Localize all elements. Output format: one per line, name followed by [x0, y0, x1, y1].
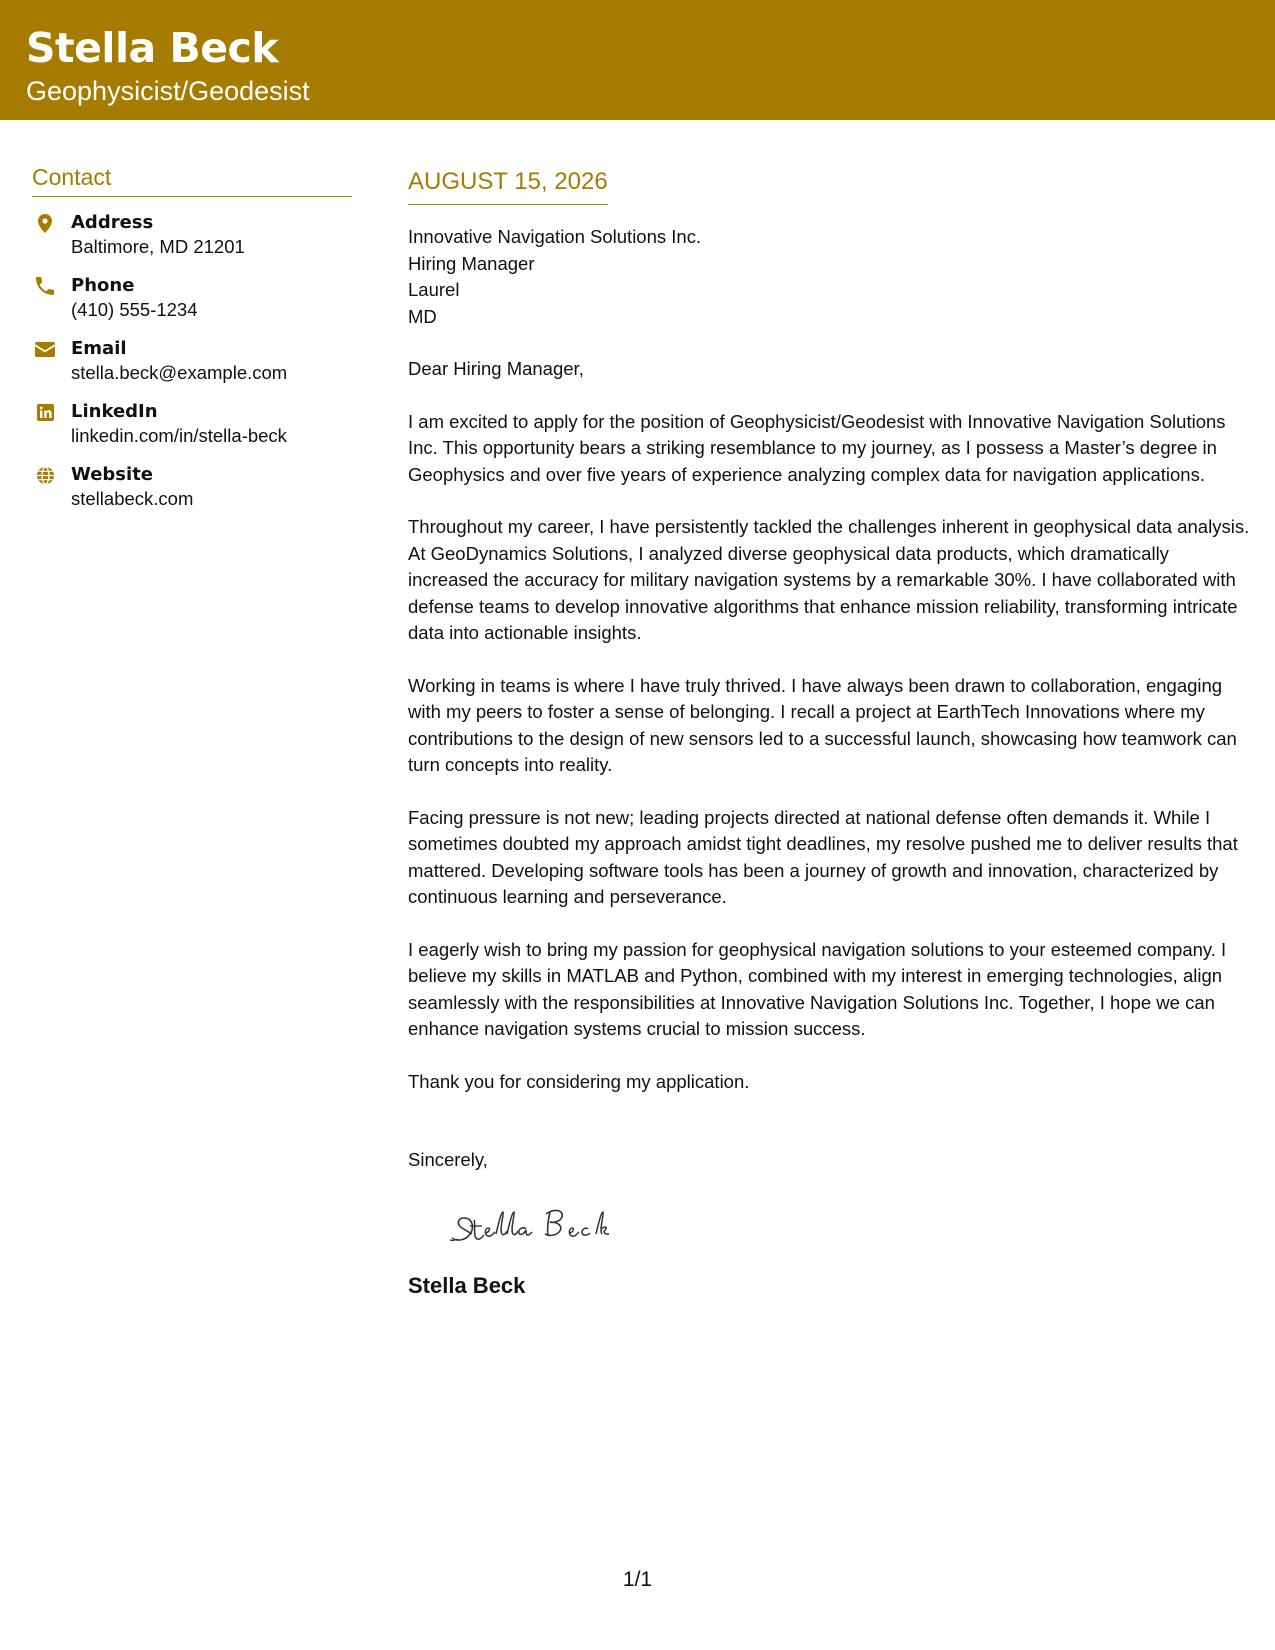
- letter-paragraph: Working in teams is where I have truly thrived. I have always been drawn to collaboration, engaging with my peers to foster a sense of belonging. I recall a project at EarthTech Innovations where my contributions to the design of new sensors led to a successful launch, showcasing how teamwork can turn concepts into reality.: [408, 674, 1237, 775]
- contact-value: Baltimore, MD 21201: [71, 236, 245, 257]
- contact-value: (410) 555-1234: [71, 299, 198, 320]
- contact-item-linkedin: [32, 400, 352, 463]
- contact-label: Website: [71, 464, 154, 485]
- linkedin-icon: [34, 401, 56, 423]
- letter-paragraph: Thank you for considering my application.: [408, 1070, 750, 1092]
- globe-icon: [34, 464, 56, 486]
- recipient-line: Hiring Manager: [408, 252, 535, 274]
- contact-item-phone: [32, 274, 352, 337]
- contact-value: stellabeck.com: [71, 488, 194, 509]
- letter-paragraph: I eagerly wish to bring my passion for geophysical navigation solutions to your esteemed company. I believe my skills in MATLAB and Python, combined with my interest in emerging technologies, align seamlessly with the responsibilities at Innovative Navigation Solutions Inc. Together, I hope we can enhance navigation systems crucial to mission success.: [408, 938, 1227, 1039]
- recipient-block: [408, 224, 1253, 330]
- letter-paragraph: Facing pressure is not new; leading projects directed at national defense often demands it. While I sometimes doubted my approach amidst tight deadlines, my resolve pushed me to deliver results that mattered. Developing software tools has been a journey of growth and innovation, characterized by continuous learning and perseverance.: [408, 806, 1238, 907]
- letter-date: AUGUST 15, 2026: [408, 166, 608, 205]
- recipient-line: Laurel: [408, 279, 460, 300]
- letter-body: [408, 166, 1253, 1300]
- page-number: 1/1: [622, 1568, 653, 1591]
- header-banner: [0, 0, 1275, 120]
- recipient-line: MD: [408, 305, 437, 327]
- applicant-name: Stella Beck: [26, 24, 279, 72]
- phone-icon: [34, 275, 56, 297]
- contact-label: Address: [71, 212, 154, 233]
- job-title: Geophysicist/Geodesist: [26, 76, 310, 106]
- contact-item-email: [32, 337, 352, 400]
- map-pin-icon: [34, 212, 56, 234]
- closing: Sincerely,: [408, 1149, 488, 1170]
- salutation: Dear Hiring Manager,: [408, 358, 584, 379]
- envelope-icon: [34, 338, 56, 360]
- contact-item-website: [32, 463, 352, 526]
- contact-label: LinkedIn: [71, 401, 158, 422]
- contact-label: Email: [71, 338, 127, 359]
- signer-name: Stella Beck: [408, 1272, 526, 1298]
- recipient-line: Innovative Navigation Solutions Inc.: [408, 226, 702, 247]
- letter-paragraph: I am excited to apply for the position of Geophysicist/Geodesist with Innovative Navigation Solutions Inc. This opportunity bears a striking resemblance to my journey, as I possess a Master’s degree in Geophysics and over five years of experience analyzing complex data for navigation applications.: [408, 410, 1226, 485]
- contact-heading: Contact: [32, 162, 352, 197]
- contact-value: stella.beck@example.com: [71, 362, 288, 383]
- contact-label: Phone: [71, 275, 135, 296]
- contact-sidebar: [32, 162, 352, 526]
- letter-paragraph: Throughout my career, I have persistently tackled the challenges inherent in geophysical data analysis. At GeoDynamics Solutions, I analyzed diverse geophysical data products, which dramatically increased the accuracy for military navigation systems by a remarkable 30%. I have collaborated with defense teams to develop innovative algorithms that enhance mission reliability, transforming intricate data into actionable insights.: [408, 516, 1250, 643]
- contact-item-address: [32, 211, 352, 274]
- handwritten-signature: [446, 1200, 646, 1250]
- contact-value: linkedin.com/in/stella-beck: [71, 425, 287, 446]
